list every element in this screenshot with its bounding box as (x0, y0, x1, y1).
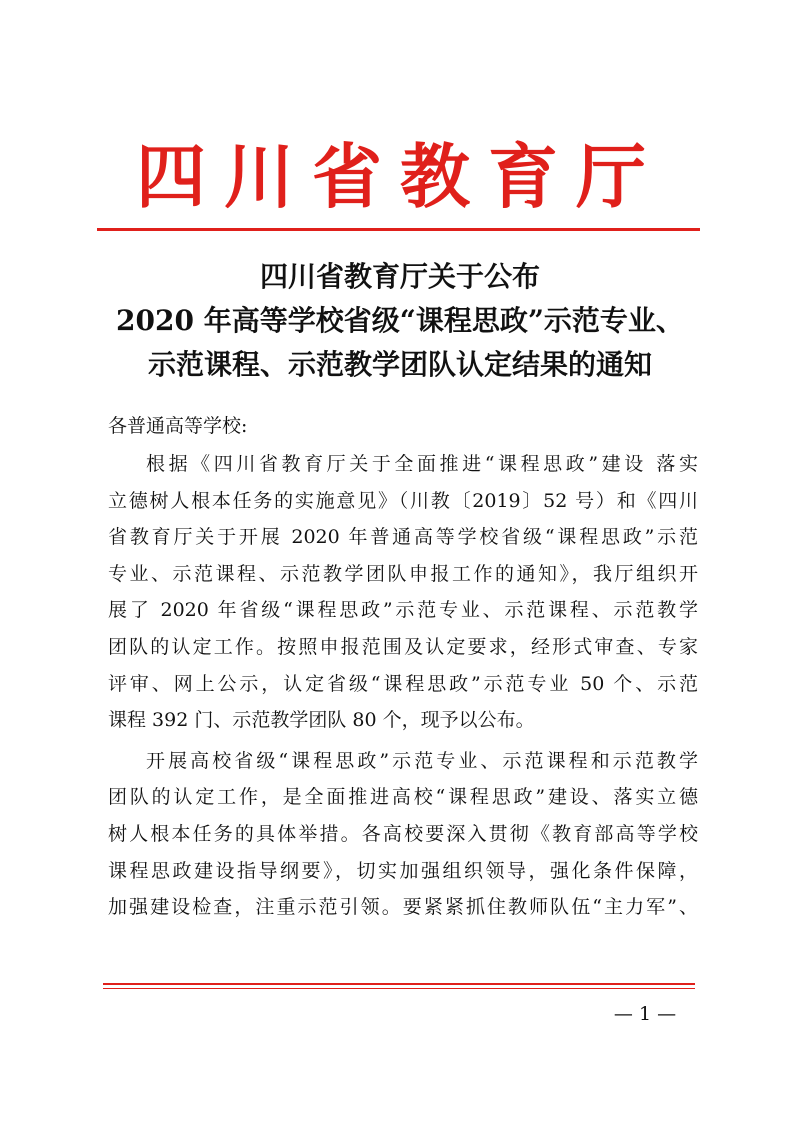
title-line-3: 示范课程、示范教学团队认定结果的通知 (147, 348, 652, 381)
salutation: 各普通高等学校: (108, 415, 248, 437)
paragraph-line: 省教育厅关于开展 2020 年普通高等学校省级“课程思政”示范 (108, 526, 698, 549)
footer-red-rule-thin (103, 988, 695, 989)
title-line-2: 2020 年高等学校省级“课程思政”示范专业、 (116, 304, 684, 337)
paragraph-line: 专业、示范课程、示范教学团队申报工作的通知》，我厅组织开 (108, 562, 698, 585)
body-text (108, 446, 698, 926)
paragraph-line: 评审、网上公示，认定省级“课程思政”示范专业 50 个、示范 (108, 672, 698, 695)
paragraph-1 (108, 446, 698, 739)
footer-red-rule (103, 983, 695, 985)
paragraph-line: 树人根本任务的具体举措。各高校要深入贯彻《教育部高等学校 (108, 822, 698, 845)
paragraph-line: 展了 2020 年省级“课程思政”示范专业、示范课程、示范教学 (108, 599, 698, 622)
notice-title (96, 255, 704, 387)
paragraph-line: 立德树人根本任务的实施意见》（川教〔2019〕52 号）和《四川 (108, 489, 698, 512)
paragraph-line: 加强建设检查，注重示范引领。要紧紧抓住教师队伍“主力军”、 (108, 896, 698, 919)
paragraph-line: 开展高校省级“课程思政”示范专业、示范课程和示范教学 (146, 749, 698, 772)
page-number: — 1 — (613, 1003, 677, 1025)
paragraph-line: 课程 392 门、示范教学团队 80 个，现予以公布。 (108, 709, 535, 732)
masthead-title: 四川省教育厅 (136, 136, 664, 218)
title-line-1: 四川省教育厅关于公布 (259, 260, 540, 293)
paragraph-line: 根据《四川省教育厅关于全面推进“课程思政”建设 落实 (146, 453, 698, 475)
paragraph-2 (108, 743, 698, 926)
paragraph-line: 团队的认定工作。按照申报范围及认定要求，经形式审查、专家 (108, 635, 698, 658)
paragraph-line: 课程思政建设指导纲要》，切实加强组织领导，强化条件保障， (108, 859, 698, 882)
paragraph-line: 团队的认定工作，是全面推进高校“课程思政”建设、落实立德 (108, 786, 698, 809)
masthead-red-rule (97, 228, 700, 231)
